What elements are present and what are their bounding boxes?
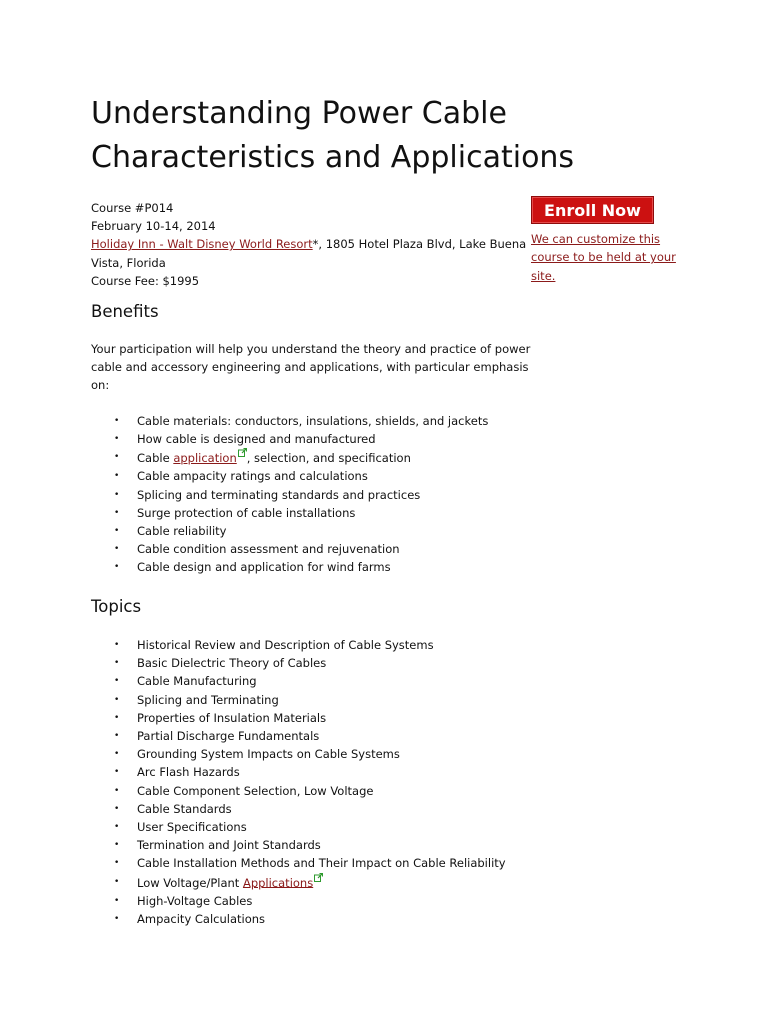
list-item	[91, 540, 551, 558]
bullet-icon: •	[114, 749, 120, 760]
page-title	[91, 92, 651, 180]
list-item-text: Cable condition assessment and rejuvenation	[137, 542, 400, 557]
list-item-text: How cable is designed and manufactured	[137, 432, 376, 447]
list-item	[91, 800, 551, 818]
list-item	[91, 691, 551, 709]
bullet-icon: •	[114, 416, 120, 426]
bullet-icon: •	[114, 822, 120, 833]
title-line-2: Characteristics and Applications	[91, 140, 575, 175]
course-fee: Course Fee: $1995	[91, 273, 200, 288]
bullet-icon: •	[114, 526, 120, 537]
benefits-list	[91, 412, 551, 577]
bullet-icon: •	[114, 895, 120, 906]
bullet-icon: •	[114, 562, 120, 573]
list-item-text: Cable Component Selection, Low Voltage	[137, 783, 374, 798]
list-item-text: User Specifications	[137, 820, 247, 835]
list-item-text: Properties of Insulation Materials	[137, 710, 327, 725]
list-item-text: Cable materials: conductors, insulations, shields, and jackets	[137, 414, 489, 428]
list-item	[91, 763, 551, 781]
bullet-icon: •	[114, 731, 120, 742]
list-item-text: Cable Installation Methods and Their Impact on Cable Reliability	[137, 856, 506, 871]
bullet-icon: •	[114, 452, 120, 463]
venue-link[interactable]: Holiday Inn - Walt Disney World Resort	[91, 237, 313, 252]
bullet-icon: •	[114, 913, 120, 924]
list-item	[91, 709, 551, 727]
list-item	[91, 672, 551, 690]
list-item	[91, 818, 551, 836]
list-item-text: Cable design and application for wind farms	[137, 560, 391, 575]
list-item-text: Splicing and terminating standards and practices	[137, 487, 421, 502]
course-number: Course #P014	[91, 201, 174, 215]
list-item-text: Termination and Joint Standards	[137, 838, 321, 853]
list-item-text: Splicing and Terminating	[137, 692, 279, 707]
bullet-icon: •	[114, 544, 120, 555]
topics-heading: Topics	[91, 597, 142, 616]
list-item	[91, 412, 551, 430]
list-item	[91, 430, 551, 448]
list-item	[91, 836, 551, 854]
list-item-text: Grounding System Impacts on Cable Systems	[137, 747, 400, 762]
list-item	[91, 486, 551, 504]
external-link-icon	[314, 873, 323, 882]
list-item-text: Surge protection of cable installations	[137, 505, 356, 520]
benefits-heading: Benefits	[91, 302, 159, 321]
list-item	[91, 727, 551, 745]
list-item-text: Ampacity Calculations	[137, 911, 266, 926]
list-item-text: Partial Discharge Fundamentals	[137, 729, 320, 744]
list-item	[91, 745, 551, 763]
list-item	[91, 448, 551, 467]
bullet-icon: •	[114, 694, 120, 705]
list-item	[91, 558, 551, 576]
bullet-icon: •	[114, 712, 120, 723]
list-item-text: Cable ampacity ratings and calculations	[137, 469, 368, 484]
list-item-text: , selection, and specification	[246, 451, 411, 466]
list-item	[91, 892, 551, 910]
list-item	[91, 910, 551, 928]
list-item-text: Cable Manufacturing	[137, 674, 257, 689]
list-item	[91, 873, 551, 892]
inline-link[interactable]: Applications	[242, 875, 314, 890]
list-item	[91, 522, 551, 540]
bullet-icon: •	[114, 858, 120, 869]
venue-address-line-2: Vista, Florida	[91, 255, 166, 270]
list-item	[91, 504, 551, 522]
customize-course-link[interactable]: We can customize this course to be held at your site.	[531, 232, 676, 283]
list-item-text: Low Voltage/Plant	[137, 875, 243, 890]
course-venue	[91, 235, 531, 253]
bullet-icon: •	[114, 876, 120, 887]
bullet-icon: •	[114, 640, 120, 650]
list-item	[91, 782, 551, 800]
list-item	[91, 467, 551, 485]
list-item-text: Cable	[137, 451, 174, 466]
course-info	[91, 199, 531, 290]
course-dates: February 10-14, 2014	[91, 219, 216, 234]
bullet-icon: •	[114, 767, 120, 778]
enroll-now-button[interactable]: Enroll Now	[531, 196, 654, 224]
list-item-text: Cable Standards	[137, 801, 232, 816]
bullet-icon: •	[114, 489, 120, 500]
list-item	[91, 636, 551, 654]
list-item-text: Cable reliability	[137, 524, 227, 539]
venue-address: *, 1805 Hotel Plaza Blvd, Lake Buena	[312, 237, 527, 252]
benefits-intro: Your participation will help you understand the theory and practice of power cable and accessory engineering and applications, with particular emphasis on:	[91, 342, 531, 393]
list-item-text: Historical Review and Description of Cable Systems	[137, 638, 434, 652]
bullet-icon: •	[114, 803, 120, 814]
bullet-icon: •	[114, 507, 120, 518]
list-item-text: Arc Flash Hazards	[137, 765, 240, 780]
bullet-icon: •	[114, 840, 120, 851]
list-item-text: Basic Dielectric Theory of Cables	[137, 656, 327, 671]
bullet-icon: •	[114, 658, 120, 669]
list-item	[91, 854, 551, 872]
bullet-icon: •	[114, 676, 120, 687]
bullet-icon: •	[114, 471, 120, 482]
inline-link[interactable]: application	[173, 451, 237, 466]
customize-course-block	[531, 230, 681, 285]
external-link-icon	[238, 448, 247, 457]
bullet-icon: •	[114, 434, 120, 445]
list-item	[91, 654, 551, 672]
list-item-text: High-Voltage Cables	[137, 893, 253, 908]
bullet-icon: •	[114, 785, 120, 796]
topics-list	[91, 636, 551, 928]
title-line-1: Understanding Power Cable	[91, 96, 507, 131]
